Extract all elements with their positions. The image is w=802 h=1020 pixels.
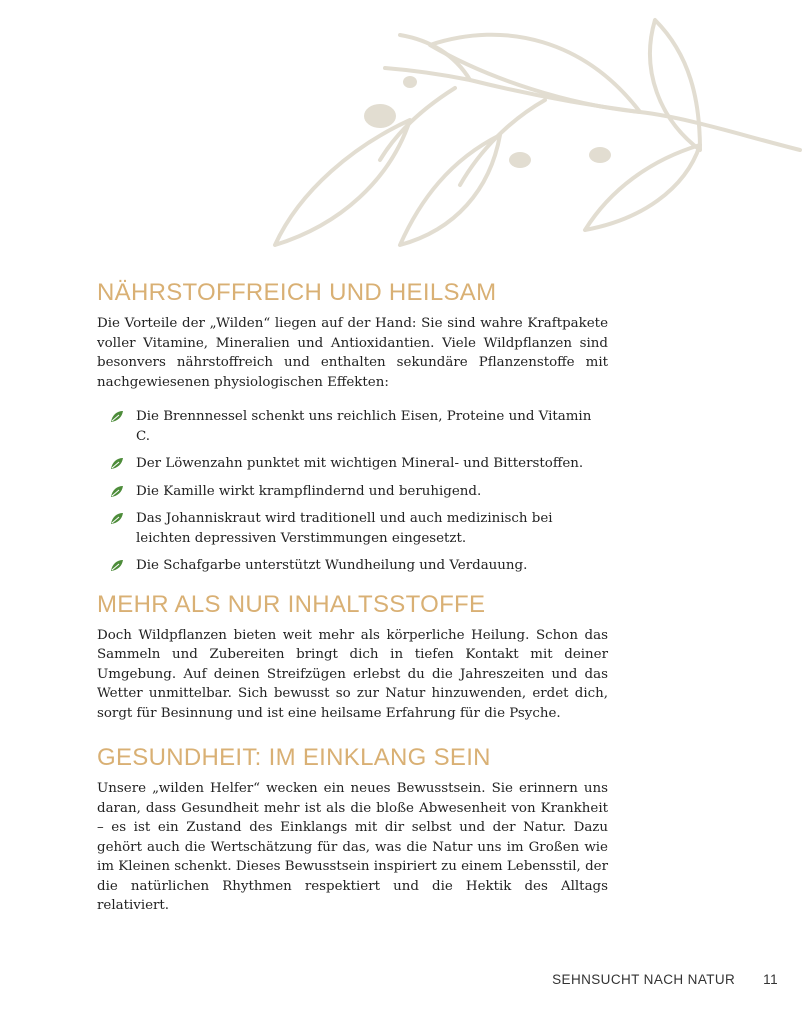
section-paragraph: Unsere „wilden Helfer“ wecken ein neues Bewusstsein. Sie erinnern uns daran, dass Gesundheit mehr ist als die bloße Abwesenheit von Krankheit – es ist ein Zustand des Einklangs mit dir selbst und der Natur. Dazu gehört auch die Wertschätzung für das, was die Natur uns im Großen wie im Kleinen schenkt. Dieses Bewusstsein inspiriert zu einem Lebensstil, der die natürlichen Rhythmen respektiert und die Hektik des Alltags relativiert. — [97, 781, 608, 913]
running-title: SEHNSUCHT NACH NATUR — [552, 972, 736, 987]
section-paragraph: Die Vorteile der „Wilden“ liegen auf der Hand: Sie sind wahre Kraftpakete voller Vitamine, Mineralien und Antioxidantien. Viele Wildpflanzen sind besonvers nährstoffreich und enthalten sekundäre Pflanzenstoffe mit nachgewiesenen physiologischen Effekten: — [97, 316, 608, 390]
leaf-icon — [110, 559, 124, 572]
list-item-text: Das Johanniskraut wird traditionell und auch medizinisch bei leichten depressiven Verstimmungen eingesetzt. — [136, 511, 553, 546]
article-body — [97, 278, 608, 916]
list-item — [97, 454, 608, 474]
section-mehr-als-inhaltsstoffe — [97, 590, 608, 724]
section-paragraph: Doch Wildpflanzen bieten weit mehr als körperliche Heilung. Schon das Sammeln und Zubereiten bringt dich in tiefen Kontakt mit deiner Umgebung. Auf deinen Streifzügen erlebst du die Jahreszeiten und das Wetter unmittelbar. Sich bewusst so zur Natur hinzuwenden, erdet dich, sorgt für Besinnung und ist eine heilsame Erfahrung für die Psyche. — [97, 627, 608, 721]
section-naehrstoffreich — [97, 278, 608, 576]
leaf-icon — [110, 485, 124, 498]
page-footer — [552, 972, 778, 987]
list-item-text: Die Schafgarbe unterstützt Wundheilung und Verdauung. — [136, 558, 528, 573]
list-item — [97, 407, 608, 446]
list-item — [97, 482, 608, 502]
section-heading: GESUNDHEIT: IM EINKLANG SEIN — [97, 744, 491, 771]
section-heading: NÄHRSTOFFREICH UND HEILSAM — [97, 279, 497, 306]
list-item-text: Der Löwenzahn punktet mit wichtigen Mineral- und Bitterstoffen. — [136, 456, 584, 471]
leaf-icon — [110, 410, 124, 423]
leaf-icon — [110, 457, 124, 470]
olive-branch-illustration — [0, 0, 802, 260]
section-heading: MEHR ALS NUR INHALTSSTOFFE — [97, 590, 486, 618]
page-number: 11 — [763, 972, 778, 987]
benefits-list — [97, 407, 608, 576]
list-item — [97, 509, 608, 548]
section-gesundheit — [97, 743, 608, 916]
list-item — [97, 556, 608, 576]
list-item-text: Die Brennnessel schenkt uns reichlich Eisen, Proteine und Vitamin C. — [136, 409, 592, 444]
list-item-text: Die Kamille wirkt krampflindernd und beruhigend. — [136, 483, 482, 499]
leaf-icon — [110, 512, 124, 525]
